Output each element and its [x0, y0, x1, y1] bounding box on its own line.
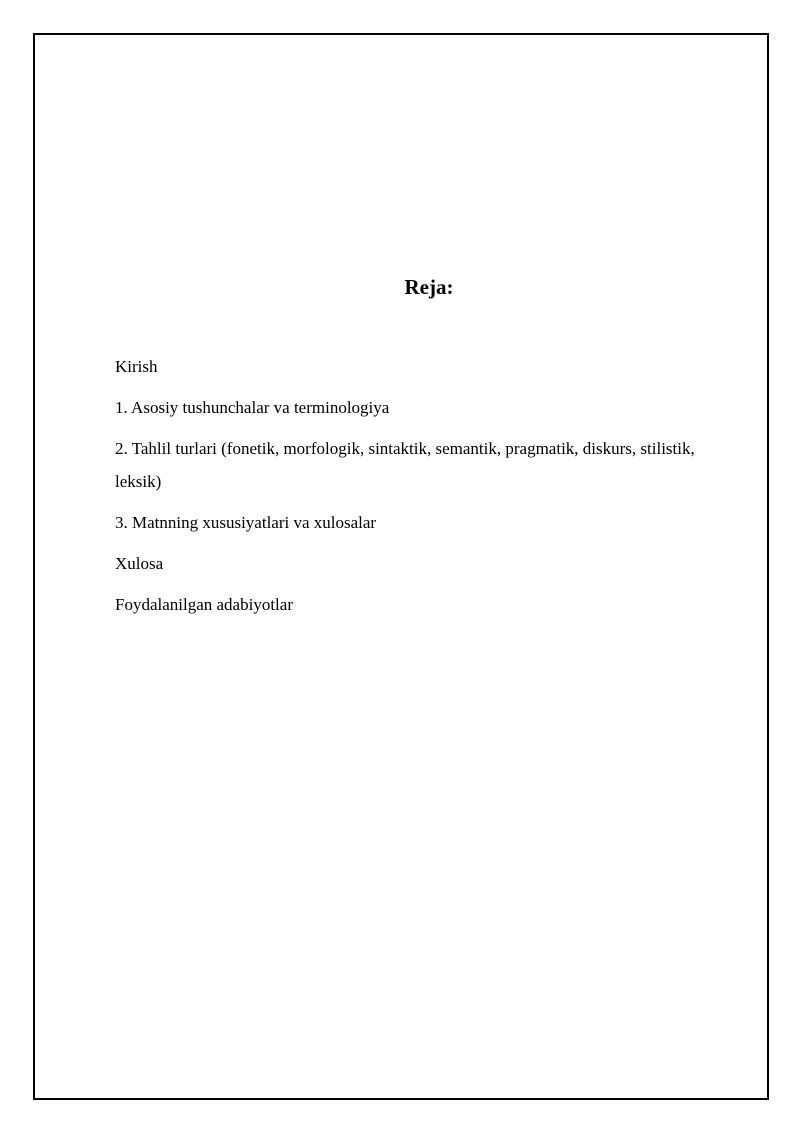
plan-item-references: Foydalanilgan adabiyotlar [115, 595, 293, 614]
plan-item-conclusion: Xulosa [115, 554, 164, 573]
plan-item-introduction: Kirish [115, 357, 158, 376]
plan-item-2: 2. Tahlil turlari (fonetik, morfologik, sintaktik, semantik, pragmatik, diskurs, stilistik, leksik) [115, 439, 695, 491]
plan-item-3: 3. Matnning xususiyatlari va xulosalar [115, 513, 377, 532]
plan-item-1: 1. Asosiy tushunchalar va terminologiya [115, 398, 390, 417]
plan-list [115, 350, 705, 629]
page-title: Reja: [404, 275, 454, 299]
